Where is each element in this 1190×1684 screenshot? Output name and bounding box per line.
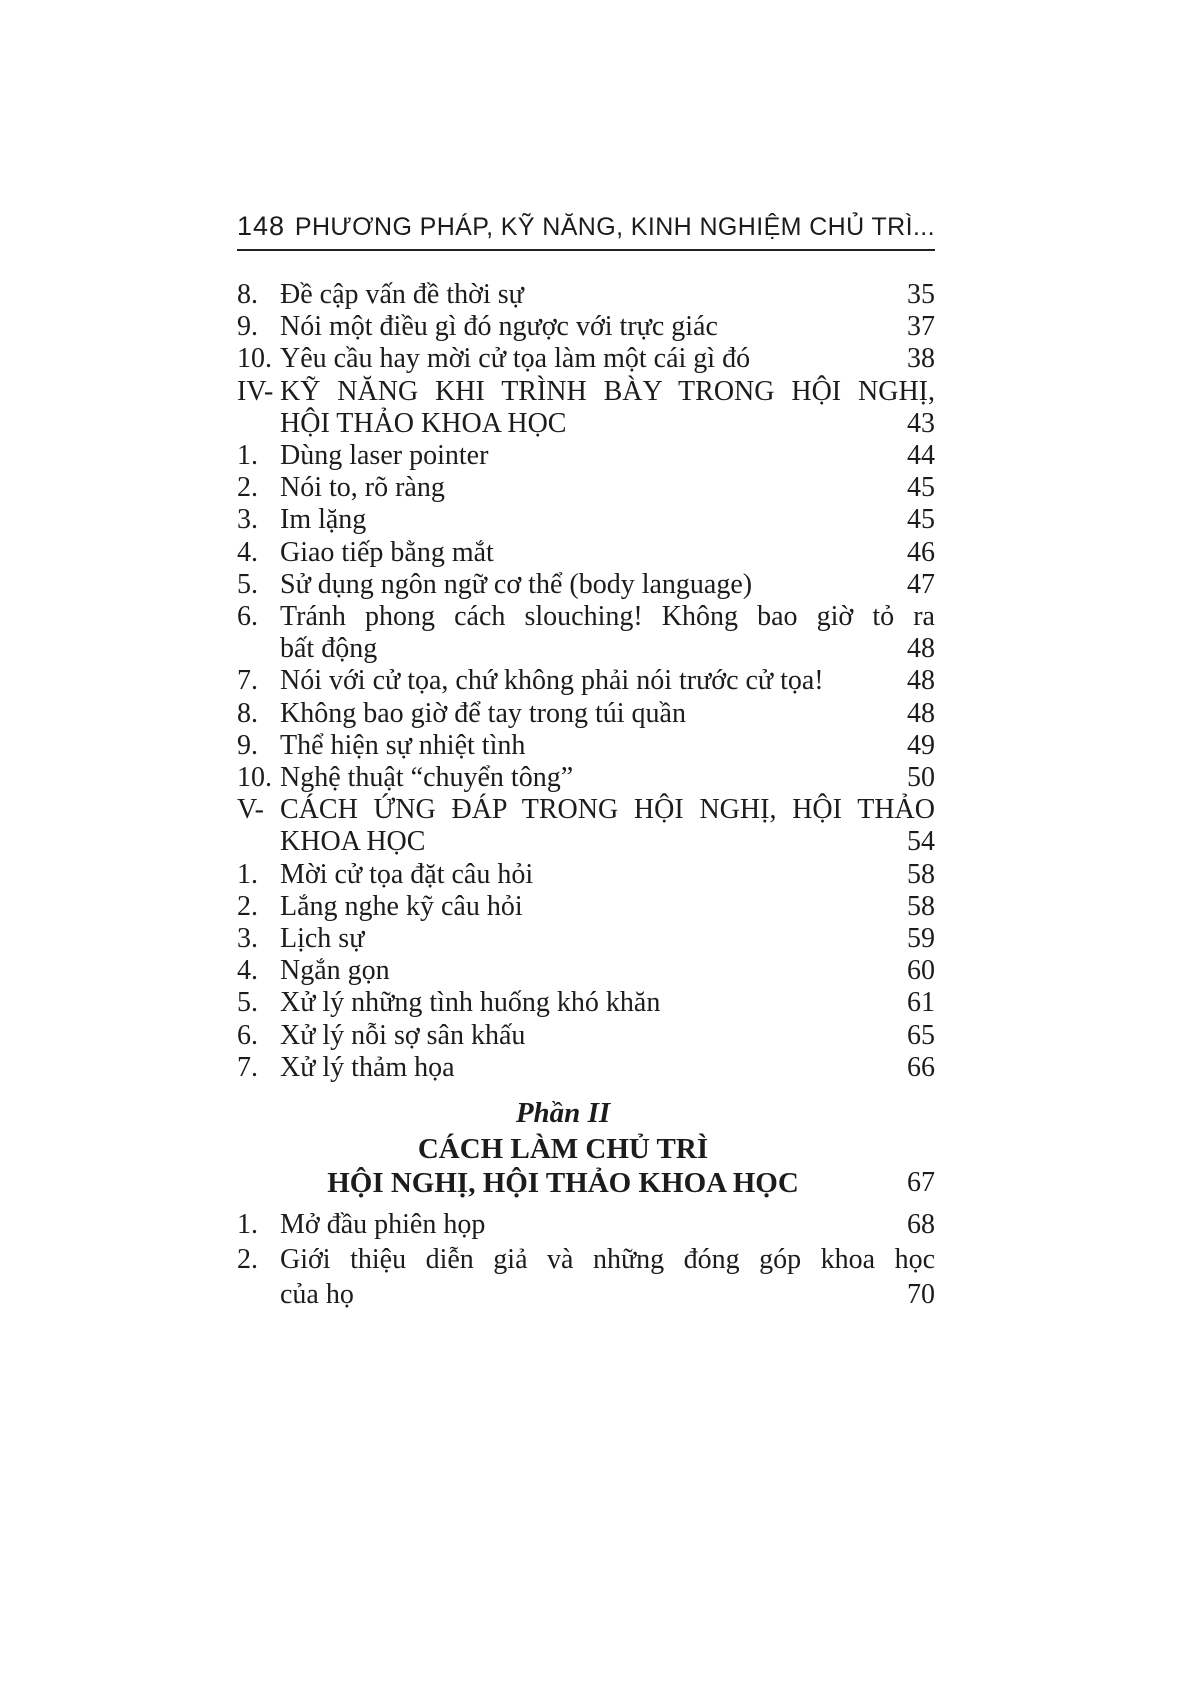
toc-entry-line	[237, 1052, 935, 1084]
toc-entry-line	[237, 665, 935, 697]
part-title-line-2	[237, 1166, 935, 1200]
toc-entry-line	[237, 1020, 935, 1052]
toc-entry-page: 50	[907, 762, 935, 794]
toc-entry-page: 48	[907, 633, 935, 665]
toc-entry-title: Mở đầu phiên họp	[280, 1209, 486, 1241]
toc-entry-page: 38	[907, 343, 935, 375]
toc-entry-page: 37	[907, 311, 935, 343]
toc-entry-line	[237, 408, 935, 440]
toc-entry-title: của họ	[280, 1279, 354, 1311]
toc-entry-page: 35	[907, 279, 935, 310]
toc-entry-line	[237, 504, 935, 536]
toc-entry-title: Nói với cử tọa, chứ không phải nói trước cử tọa!	[280, 665, 824, 697]
toc-entry	[237, 279, 935, 311]
toc-entry	[237, 698, 935, 730]
toc-entry-line	[237, 601, 935, 633]
toc-entry	[237, 891, 935, 923]
toc-entry-title: Tránh phong cách slouching! Không bao giờ tỏ ra	[280, 601, 935, 633]
toc-entry-title: Nói to, rõ ràng	[280, 472, 445, 504]
toc-entry-number: 7.	[237, 1051, 258, 1083]
toc-entry-number: 6.	[237, 1019, 258, 1051]
toc-entry	[237, 376, 935, 440]
toc-entry-page: 58	[907, 858, 935, 890]
toc-entry	[237, 311, 935, 343]
toc-entry	[237, 440, 935, 472]
toc-list	[237, 279, 935, 1084]
toc-entry-title: Lắng nghe kỹ câu hỏi	[280, 890, 523, 922]
part-heading	[237, 1095, 935, 1200]
toc-entry-page: 54	[907, 826, 935, 858]
folio-page-number: 148	[237, 211, 286, 241]
toc-entry-title: Nói một điều gì đó ngược với trực giác	[280, 311, 718, 343]
toc-entry	[237, 955, 935, 987]
toc-entry	[237, 569, 935, 601]
toc-entry-number: 2.	[237, 890, 258, 922]
toc-entry-number: 3.	[237, 923, 258, 955]
toc-entry-page: 49	[907, 729, 935, 761]
part-kicker: Phần II	[515, 1097, 611, 1130]
toc-entry-page: 60	[907, 955, 935, 987]
toc-entry-number: 9.	[237, 729, 258, 761]
toc-entry-number: 4.	[237, 536, 258, 568]
toc-entry-line	[237, 569, 935, 601]
toc-entry	[237, 794, 935, 858]
toc-entry-number: 8.	[237, 697, 258, 729]
toc-entry-title: Lịch sự	[280, 923, 365, 955]
toc-entry-number	[237, 1277, 280, 1312]
toc-entry-number: 2.	[237, 472, 258, 504]
toc-entry	[237, 1020, 935, 1052]
toc-entry-title: bất động	[280, 633, 378, 665]
toc-entry-line	[237, 1207, 935, 1242]
toc-entry	[237, 762, 935, 794]
toc-list-part2	[237, 1207, 935, 1312]
toc-entry-line	[237, 826, 935, 858]
toc-entry-number	[237, 633, 280, 665]
toc-entry-page: 59	[907, 923, 935, 955]
toc-entry-number	[237, 408, 280, 440]
toc-entry-line	[237, 472, 935, 504]
part-title-text: CÁCH LÀM CHỦ TRÌ	[417, 1133, 709, 1166]
toc-entry-page: 44	[907, 440, 935, 472]
part-title-line-1	[237, 1132, 935, 1166]
toc-entry-line	[237, 440, 935, 472]
toc-entry-title: Xử lý những tình huống khó khăn	[280, 987, 661, 1019]
toc-entry	[237, 923, 935, 955]
toc-entry-title: Giới thiệu diễn giả và những đóng góp khoa học	[280, 1244, 935, 1276]
toc-entry-page: 47	[907, 568, 935, 600]
toc-entry-page: 58	[907, 890, 935, 922]
toc-entry-number: 10.	[237, 343, 272, 375]
toc-entry-number: 7.	[237, 665, 258, 697]
toc-entry-number: 1.	[237, 1209, 258, 1241]
toc-entry-title: KỸ NĂNG KHI TRÌNH BÀY TRONG HỘI NGHỊ,	[280, 375, 935, 407]
toc-entry-number: 3.	[237, 504, 258, 536]
toc-entry-title: Nghệ thuật “chuyển tông”	[280, 762, 574, 794]
toc-entry-title: Xử lý nỗi sợ sân khấu	[280, 1019, 526, 1051]
toc-entry-number: 4.	[237, 955, 258, 987]
toc-entry-page: 70	[907, 1279, 935, 1311]
toc-entry-number: 2.	[237, 1244, 258, 1276]
toc-entry	[237, 1052, 935, 1084]
toc-entry-line	[237, 891, 935, 923]
toc-entry-page: 68	[907, 1209, 935, 1241]
toc-entry-page: 43	[907, 407, 935, 439]
toc-entry-number: 6.	[237, 601, 258, 633]
toc-entry	[237, 1207, 935, 1242]
toc-entry-page: 46	[907, 536, 935, 568]
toc-entry-page: 66	[907, 1051, 935, 1083]
toc-entry-number: IV-	[237, 375, 274, 407]
toc-entry-number: 10.	[237, 762, 272, 794]
toc-entry	[237, 730, 935, 762]
toc-entry-title: Xử lý thảm họa	[280, 1051, 455, 1083]
toc-entry-line	[237, 311, 935, 343]
page-content	[237, 0, 935, 1312]
toc-entry-page: 61	[907, 987, 935, 1019]
toc-entry-title: Im lặng	[280, 504, 367, 536]
toc-entry-page: 45	[907, 504, 935, 536]
toc-entry-title: Dùng laser pointer	[280, 440, 489, 472]
toc-entry	[237, 987, 935, 1019]
toc-entry-number	[237, 826, 280, 858]
toc-entry-title: HỘI THẢO KHOA HỌC	[280, 407, 567, 439]
part-title-text: HỘI NGHỊ, HỘI THẢO KHOA HỌC	[327, 1167, 799, 1200]
toc-entry-page: 65	[907, 1019, 935, 1051]
toc-entry-title: Ngắn gọn	[280, 955, 390, 987]
toc-entry	[237, 1242, 935, 1312]
toc-entry-line	[237, 762, 935, 794]
toc-entry-line	[237, 987, 935, 1019]
toc-entry-number: 5.	[237, 568, 258, 600]
toc-entry-page: 48	[907, 665, 935, 697]
toc-entry	[237, 504, 935, 536]
toc-entry-line	[237, 955, 935, 987]
toc-entry	[237, 665, 935, 697]
toc-entry-title: Mời cử tọa đặt câu hỏi	[280, 858, 534, 890]
toc-entry-line	[237, 923, 935, 955]
toc-entry-title: Sử dụng ngôn ngữ cơ thể (body language)	[280, 568, 753, 600]
toc-entry-line	[237, 279, 935, 311]
toc-entry-line	[237, 859, 935, 891]
toc-entry-line	[237, 343, 935, 375]
toc-entry	[237, 601, 935, 665]
toc-entry-title: CÁCH ỨNG ĐÁP TRONG HỘI NGHỊ, HỘI THẢO	[280, 794, 935, 826]
toc-entry-number: V-	[237, 794, 264, 826]
toc-entry-title: Thể hiện sự nhiệt tình	[280, 729, 526, 761]
toc-entry-line	[237, 1242, 935, 1277]
toc-entry-line	[237, 537, 935, 569]
toc-entry-title: Không bao giờ để tay trong túi quần	[280, 697, 686, 729]
toc-entry-line	[237, 794, 935, 826]
running-head	[237, 213, 935, 251]
toc-entry-number: 1.	[237, 440, 258, 472]
toc-entry-line	[237, 1277, 935, 1312]
toc-entry-number: 1.	[237, 858, 258, 890]
toc-entry-title: Đề cập vấn đề thời sự	[280, 279, 524, 310]
toc-entry-number: 9.	[237, 311, 258, 343]
toc-entry-line	[237, 376, 935, 408]
toc-entry	[237, 472, 935, 504]
toc-entry	[237, 343, 935, 375]
toc-entry-title: Giao tiếp bằng mắt	[280, 536, 494, 568]
toc-entry	[237, 859, 935, 891]
running-head-title: PHƯƠNG PHÁP, KỸ NĂNG, KINH NGHIỆM CHỦ TRÌ...	[294, 213, 935, 241]
toc-entry-number: 5.	[237, 987, 258, 1019]
toc-entry-title: KHOA HỌC	[280, 826, 426, 858]
toc-entry-line	[237, 730, 935, 762]
toc-entry-page: 48	[907, 697, 935, 729]
toc-entry-page: 45	[907, 472, 935, 504]
toc-entry-line	[237, 698, 935, 730]
toc-entry-number: 8.	[237, 279, 258, 310]
toc-entry	[237, 537, 935, 569]
toc-entry-line	[237, 633, 935, 665]
toc-entry-title: Yêu cầu hay mời cử tọa làm một cái gì đó	[280, 343, 751, 375]
part-title-page: 67	[907, 1167, 935, 1199]
